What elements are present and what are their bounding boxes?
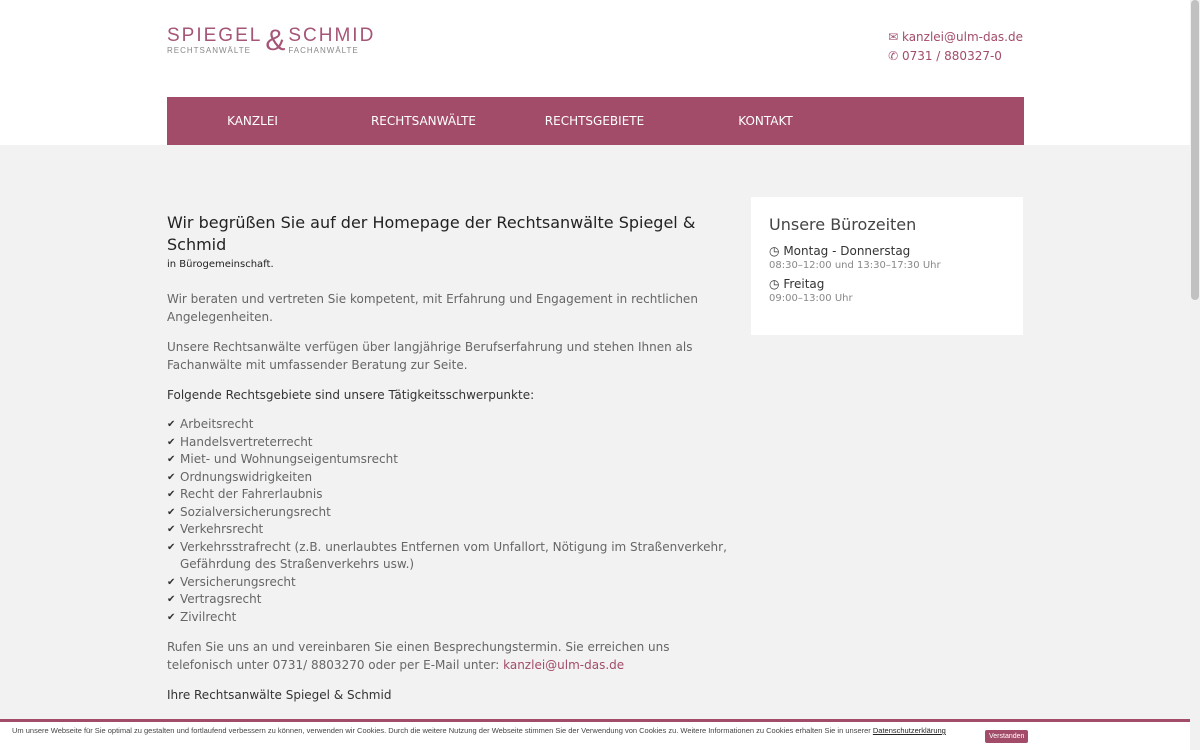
cookie-text: Um unsere Webseite für Sie optimal zu gestalten und fortlaufend verbessern zu können, verwenden wir Cookies. Durch die weitere Nutzung der Webseite stimmen Sie der Verwendung von Cookies zu. Weitere Informationen zu Cookies erhalten Sie in unserer [12,726,873,735]
check-icon: ✔ [167,436,176,448]
office-hours-box [751,197,1023,335]
area-label: Recht der Fahrerlaubnis [180,487,323,501]
email-link[interactable]: kanzlei@ulm-das.de [503,658,625,672]
area-label: Arbeitsrecht [180,417,254,431]
check-icon: ✔ [167,594,176,605]
privacy-link[interactable]: Datenschutzerklärung [872,726,946,735]
time-label: 09:00–13:00 Uhr [769,293,853,304]
check-icon: ✔ [167,454,176,465]
phone-link[interactable]: 0731 / 880327-0 [901,49,1002,63]
day-label: Montag - Donnerstag [783,244,911,258]
check-icon: ✔ [167,541,176,553]
clock-icon: ◷ [769,277,780,291]
list-item [167,416,732,434]
area-label: Verkehrsstrafrecht (z.B. unerlaubtes Entfernen vom Unfallort, Nötigung im Straßenverkehr, Gefährdung des Straßenverkehrs usw.) [180,539,727,571]
logo-text: SCHMID [288,25,376,46]
list-item [167,451,732,469]
logo-sub: FACHANWÄLTE [288,46,359,55]
cookie-message [12,726,972,736]
list-item [167,434,732,452]
time-label: 08:30–12:00 und 13:30–17:30 Uhr [769,260,941,271]
contact-text [167,638,732,674]
check-icon: ✔ [167,576,176,588]
nav-rechtsgebiete[interactable]: RECHTSGEBIETE [544,114,645,128]
list-item [167,591,732,609]
phone-icon: ✆ [888,49,899,63]
list-item [167,504,732,522]
signature: Ihre Rechtsanwälte Spiegel & Schmid [167,688,392,702]
check-icon: ✔ [167,524,176,535]
day-label: Freitag [783,277,825,291]
nav-kanzlei[interactable]: KANZLEI [227,114,278,128]
page-title: Wir begrüßen Sie auf der Homepage der Rechtsanwälte Spiegel & Schmid [167,213,696,254]
area-label: Vertragsrecht [180,592,262,606]
logo-sub: RECHTSANWÄLTE [167,46,251,55]
check-icon: ✔ [167,471,176,483]
intro-text: Wir beraten und vertreten Sie kompetent, mit Erfahrung und Engagement in rechtlichen Angelegenheiten. [167,292,698,324]
header [0,0,1200,145]
email-link[interactable]: kanzlei@ulm-das.de [901,30,1023,44]
check-icon: ✔ [167,489,176,500]
scrollbar-thumb[interactable] [1191,0,1199,300]
list-item [167,574,732,592]
header-contact [888,28,1023,66]
page-subtitle: in Bürogemeinschaft. [167,259,274,270]
envelope-icon: ✉ [888,30,899,44]
list-item [167,609,732,627]
logo[interactable] [167,26,375,56]
office-hours-title: Unsere Bürozeiten [769,215,917,234]
check-icon: ✔ [167,419,176,430]
list-item [167,469,732,487]
area-label: Zivilrecht [180,609,237,624]
area-label: Verkehrsrecht [180,522,264,536]
area-label: Miet- und Wohnungseigentumsrecht [180,452,398,466]
areas-heading: Folgende Rechtsgebiete sind unsere Tätigkeitsschwerpunkte: [167,388,535,402]
logo-text: SPIEGEL [167,25,263,46]
logo-amp: & [265,24,286,57]
list-item [167,539,732,574]
contact-sentence: Rufen Sie uns an und vereinbaren Sie einen Besprechungstermin. Sie erreichen uns telefonisch unter 0731/ 8803270 oder per E-Mail unter: [167,640,670,672]
list-item [167,486,732,504]
main-content [167,212,732,716]
intro-text: Unsere Rechtsanwälte verfügen über langjährige Berufserfahrung und stehen Ihnen als Fachanwälte mit umfassender Beratung zur Seite. [167,340,693,372]
area-label: Handelsvertreterrecht [180,434,313,449]
scrollbar[interactable] [1190,0,1200,750]
area-label: Versicherungsrecht [180,574,296,589]
nav-rechtsanwaelte[interactable]: RECHTSANWÄLTE [370,114,477,128]
areas-list [167,416,732,626]
check-icon: ✔ [167,506,176,518]
clock-icon: ◷ [769,244,780,258]
main-nav [167,97,1024,145]
nav-kontakt[interactable]: KONTAKT [738,114,793,128]
accept-cookies-button[interactable]: Verstanden [985,730,1028,743]
cookie-banner [0,719,1190,750]
area-label: Ordnungswidrigkeiten [180,469,313,484]
area-label: Sozialversicherungsrecht [180,504,331,519]
list-item [167,521,732,539]
check-icon: ✔ [167,611,176,623]
